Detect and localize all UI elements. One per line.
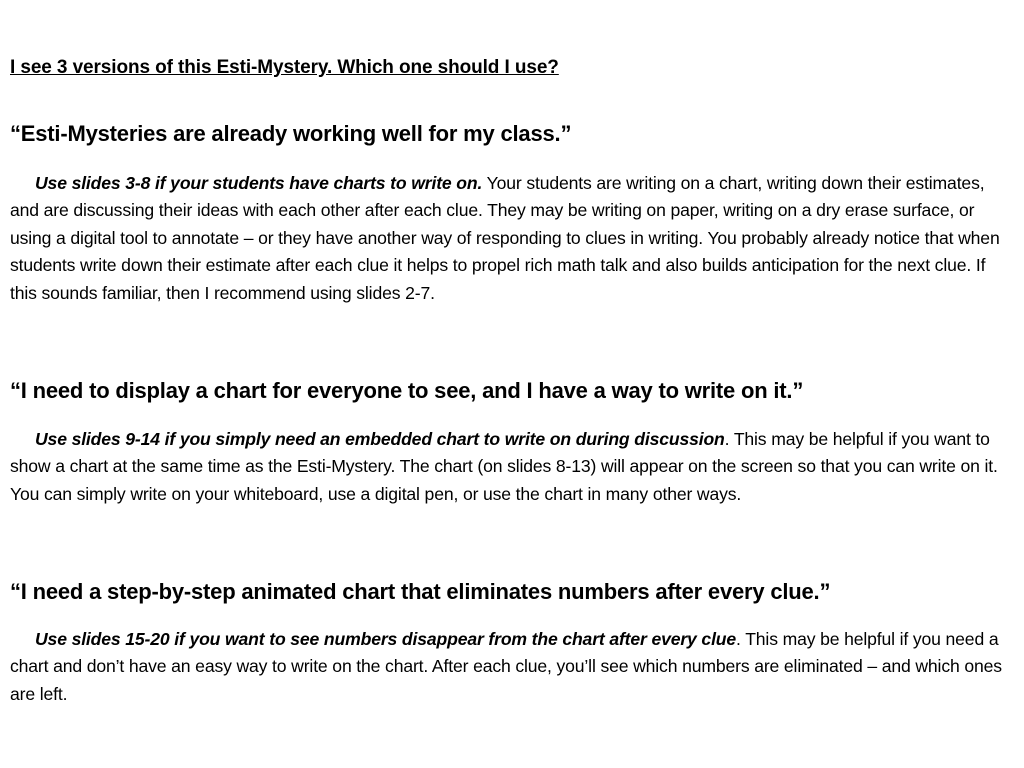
section-body: . This may be helpful if you need a chart and don’t have an easy way to write on the chart. After each clue, you’ll see which numbers are eliminated – and which ones are left.	[10, 629, 1002, 704]
section-body: . This may be helpful if you want to show a chart at the same time as the Esti-Mystery. The chart (on slides 8-13) will appear on the screen so that you can write on it. You can simply write on your whiteboard, use a digital pen, or use the chart in many other ways.	[10, 429, 998, 504]
section-paragraph-working-well	[10, 170, 1014, 307]
section-paragraph-animated-chart	[10, 626, 1014, 708]
section-body: Your students are writing on a chart, writing down their estimates, and are discussing their ideas with each other after each clue. They may be writing on paper, writing on a dry erase surface, or using a digital tool to annotate – or they have another way of responding to clues in writing. You probably already notice that when students write down their estimate after each clue it helps to propel rich math talk and also builds anticipation for the next clue. If this sounds familiar, then I recommend using slides 2-7.	[10, 173, 1000, 303]
section-heading-working-well: “Esti-Mysteries are already working well for my class.”	[10, 121, 572, 146]
section-heading-animated-chart: “I need a step-by-step animated chart that eliminates numbers after every clue.”	[10, 579, 831, 604]
section-heading-display-chart: “I need to display a chart for everyone to see, and I have a way to write on it.”	[10, 378, 804, 403]
section-lead: Use slides 15-20 if you want to see numbers disappear from the chart after every clue	[35, 629, 737, 649]
section-lead: Use slides 9-14 if you simply need an embedded chart to write on during discussion	[35, 429, 725, 449]
section-paragraph-display-chart	[10, 426, 1014, 508]
section-lead: Use slides 3-8 if your students have charts to write on.	[35, 173, 483, 193]
page-question: I see 3 versions of this Esti-Mystery. Which one should I use?	[10, 57, 559, 78]
